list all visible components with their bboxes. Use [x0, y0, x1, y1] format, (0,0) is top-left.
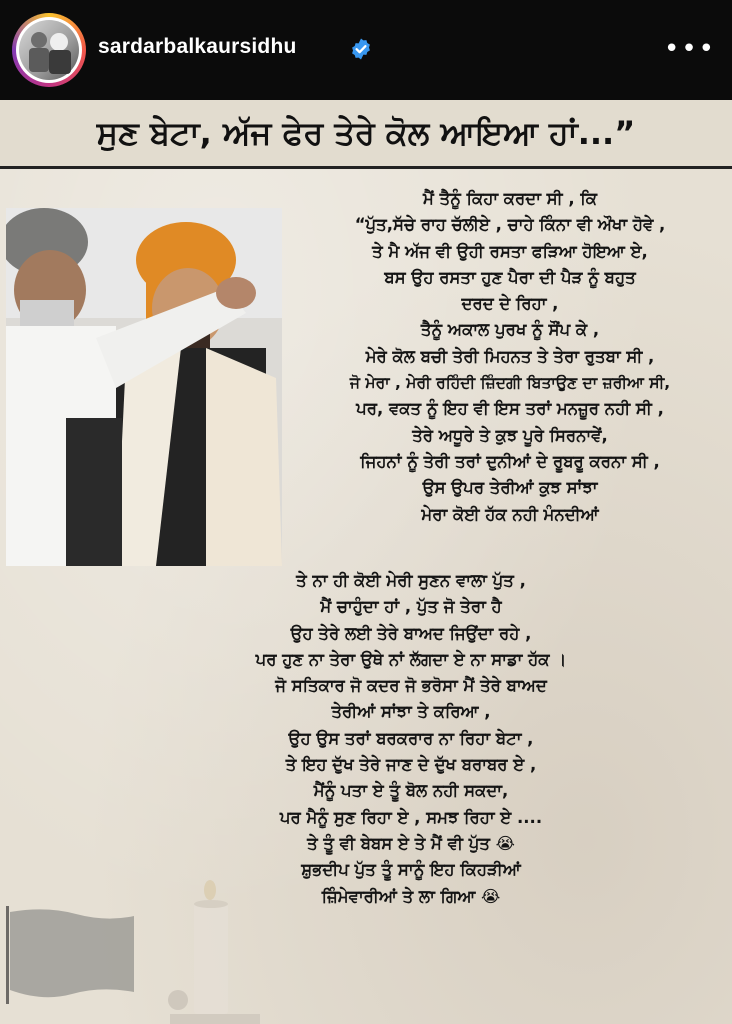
flag-graphic — [6, 906, 136, 1004]
post-image — [0, 100, 732, 1024]
poem-line: ਦਰਦ ਦੇ ਰਿਹਾ , — [461, 294, 559, 314]
poem-line: ਜੋ ਸਤਿਕਾਰ ਜੋ ਕਦਰ ਜੋ ਭਰੋਸਾ ਮੈਂ ਤੇਰੇ ਬਾਅਦ — [275, 676, 547, 696]
profile-avatar[interactable] — [12, 13, 86, 87]
poem-line: ਪਰ ਹੁਣ ਨਾ ਤੇਰਾ ਉਥੇ ਨਾਂ ਲੱਗਦਾ ਏ ਨਾ ਸਾਡਾ ਹੱਕ । — [255, 649, 567, 669]
post-header — [0, 0, 732, 100]
poem-lower — [0, 568, 732, 910]
avatar-frame — [16, 17, 82, 83]
username-link[interactable]: sardarbalkaursidhu — [98, 35, 297, 58]
poem-line: ਪਰ, ਵਕਤ ਨੂੰ ਇਹ ਵੀ ਇਸ ਤਰਾਂ ਮਨਜ਼ੂਰ ਨਹੀ ਸੀ , — [356, 399, 664, 419]
poem-line: ਜ਼ਿੰਮੇਵਾਰੀਆਂ ਤੇ ਲਾ ਗਿਆ 😭 — [321, 886, 501, 906]
verified-badge-icon — [349, 37, 373, 61]
poem-line: ਮੈਂ ਤੈਨੂੰ ਕਿਹਾ ਕਰਦਾ ਸੀ , ਕਿ — [423, 189, 597, 208]
poem-line: ਤੇਰੇ ਅਧੂਰੇ ਤੇ ਕੁਝ ਪੂਰੇ ਸਿਰਨਾਵੇਂ, — [412, 425, 608, 445]
poem-line: ਮੈਂ ਚਾਹੁੰਦਾ ਹਾਂ , ਪੁੱਤ ਜੋ ਤੇਰਾ ਹੈ — [320, 597, 502, 617]
poem-line: ਤੇ ਇਹ ਦੁੱਖ ਤੇਰੇ ਜਾਣ ਦੇ ਦੁੱਖ ਬਰਾਬਰ ਏ , — [285, 755, 537, 775]
title-divider — [0, 166, 732, 169]
poem-line: ਪਰ ਮੈਨੂੰ ਸੁਣ ਰਿਹਾ ਏ , ਸਮਝ ਰਿਹਾ ਏ .... — [279, 807, 543, 827]
poem-line: “ਪੁੱਤ,ਸੱਚੇ ਰਾਹ ਚੱਲੀਏ , ਚਾਹੇ ਕਿੰਨਾ ਵੀ ਔਖਾ ਹੋਵੇ , — [354, 215, 666, 235]
poem-line: ਉਹ ਤੇਰੇ ਲਈ ਤੇਰੇ ਬਾਅਦ ਜਿਉਂਦਾ ਰਹੇ , — [290, 623, 532, 643]
title-band — [0, 100, 732, 168]
poem-line: ਤੇਰੀਆਂ ਸਾਂਝਾ ਤੇ ਕਰਿਆ , — [331, 702, 491, 722]
poem-line: ਬਸ ਉਹ ਰਸਤਾ ਹੁਣ ਪੈਰਾ ਦੀ ਪੈੜ ਨੂੰ ਬਹੁਤ — [384, 267, 636, 287]
poem-line: ਤੇ ਤੂੰ ਵੀ ਬੇਬਸ ਏ ਤੇ ਮੈਂ ਵੀ ਪੁੱਤ 😭 — [307, 833, 515, 853]
post-title: ਸੁਣ ਬੇਟਾ, ਅੱਜ ਫੇਰ ਤੇਰੇ ਕੋਲ ਆਇਆ ਹਾਂ...” — [96, 114, 636, 152]
poem-line: ਮੈਂਨੂੰ ਪਤਾ ਏ ਤੂੰ ਬੋਲ ਨਹੀ ਸਕਦਾ, — [313, 781, 509, 801]
poem-line: ਜੋ ਮੇਰਾ , ਮੇਰੀ ਰਹਿੰਦੀ ਜ਼ਿੰਦਗੀ ਬਿਤਾਉਣ ਦਾ ਜ਼ਰੀਆ ਸੀ, — [349, 374, 671, 393]
poem-line: ਤੇ ਮੈ ਅੱਜ ਵੀ ਉਹੀ ਰਸਤਾ ਫੜਿਆ ਹੋਇਆ ਏ, — [372, 241, 648, 261]
poem-line: ਉਸ ਉਪਰ ਤੇਰੀਆਂ ਕੁਝ ਸਾਂਝਾ — [422, 478, 598, 498]
poem-line: ਮੇਰੇ ਕੋਲ ਬਚੀ ਤੇਰੀ ਮਿਹਨਤ ਤੇ ਤੇਰਾ ਰੁਤਬਾ ਸੀ , — [365, 346, 655, 366]
candle-graphic — [160, 880, 270, 1024]
poem-line: ਉਹ ਉਸ ਤਰਾਂ ਬਰਕਰਾਰ ਨਾ ਰਿਹਾ ਬੇਟਾ , — [288, 728, 534, 748]
poem-upper — [288, 186, 732, 528]
more-options-icon[interactable]: ••• — [664, 34, 717, 64]
avatar-image — [19, 20, 79, 80]
poem-line: ਸ਼ੁਭਦੀਪ ਪੁੱਤ ਤੂੰ ਸਾਨੂੰ ਇਹ ਕਿਹੜੀਆਂ — [301, 860, 521, 880]
poem-line: ਮੇਰਾ ਕੋਈ ਹੱਕ ਨਹੀ ਮੰਨਦੀਆਂ — [421, 504, 599, 524]
memorial-photo — [6, 208, 282, 566]
poem-line: ਤੈਨੂੰ ਅਕਾਲ ਪੁਰਖ ਨੂੰ ਸੌਂਪ ਕੇ , — [420, 320, 600, 340]
poem-line: ਜਿਹਨਾਂ ਨੂੰ ਤੇਰੀ ਤਰਾਂ ਦੁਨੀਆਂ ਦੇ ਰੂਬਰੂ ਕਰਨਾ ਸੀ , — [360, 451, 660, 471]
poem-line: ਤੇ ਨਾ ਹੀ ਕੋਈ ਮੇਰੀ ਸੁਣਨ ਵਾਲਾ ਪੁੱਤ , — [296, 571, 526, 590]
